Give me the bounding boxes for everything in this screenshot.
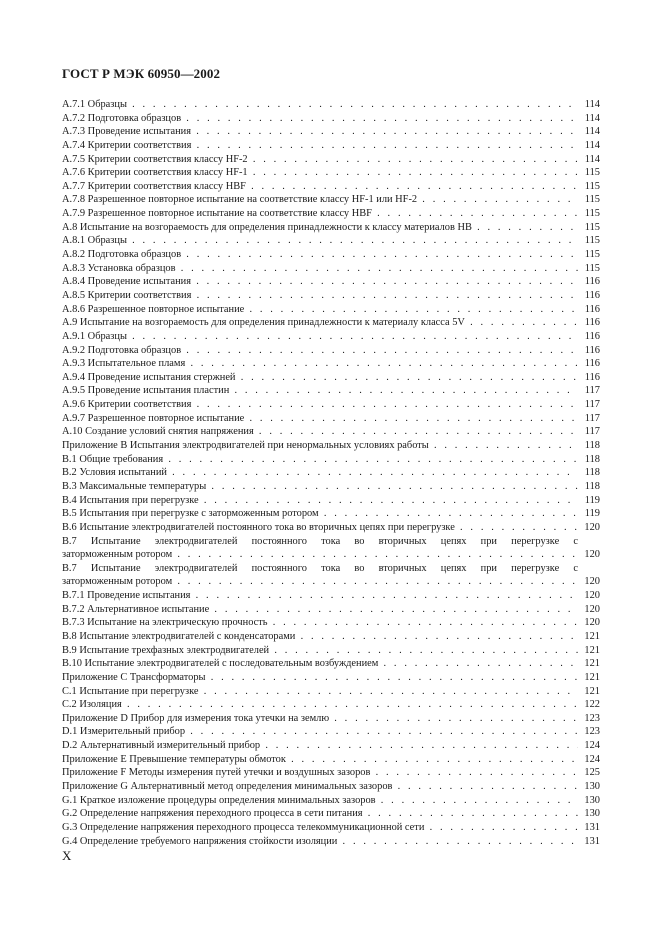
toc-entry[interactable] bbox=[62, 794, 600, 808]
toc-entry-page: 121 bbox=[584, 685, 600, 697]
toc-entry[interactable] bbox=[62, 685, 600, 699]
toc-entry-page: 130 bbox=[584, 808, 600, 820]
toc-entry-title: А.8.3 Установка образцов . . . bbox=[62, 262, 578, 276]
toc-entry-title: В.2 Условия испытаний . . . bbox=[62, 466, 578, 480]
toc-entry-page: 116 bbox=[584, 289, 600, 301]
toc-entry[interactable] bbox=[62, 262, 600, 276]
toc-entry[interactable] bbox=[62, 766, 600, 780]
toc-entry-page: 125 bbox=[584, 767, 600, 779]
toc-entry[interactable] bbox=[62, 644, 600, 658]
toc-entry[interactable] bbox=[62, 603, 600, 617]
toc-entry[interactable] bbox=[62, 357, 600, 371]
toc-entry-page: 116 bbox=[584, 371, 600, 383]
toc-entry[interactable] bbox=[62, 535, 600, 549]
toc-entry-title: А.8.6 Разрешенное повторное испытание . . . bbox=[62, 303, 578, 317]
toc-entry[interactable] bbox=[62, 207, 600, 221]
toc-entry[interactable] bbox=[62, 303, 600, 317]
toc-entry-page: 114 bbox=[584, 99, 600, 110]
toc-entry-title: В.6 Испытание электродвигателей постоянного тока во вторичных цепях при перегрузке . . . bbox=[62, 521, 578, 535]
toc-entry-page: 121 bbox=[584, 644, 600, 656]
toc-entry-title: В.1 Общие требования . . . bbox=[62, 453, 578, 467]
toc-entry[interactable] bbox=[62, 494, 600, 508]
toc-entry-page: 115 bbox=[584, 262, 600, 274]
toc-entry-page: 117 bbox=[584, 385, 600, 397]
toc-entry-title: А.7.9 Разрешенное повторное испытание на соответствие классу HBF . . . bbox=[62, 207, 578, 221]
toc-entry-title: Приложение Е Превышение температуры обмоток . . . bbox=[62, 753, 578, 767]
toc-entry-page: 130 bbox=[584, 794, 600, 806]
toc-entry-page: 121 bbox=[584, 671, 600, 683]
toc-entry[interactable] bbox=[62, 466, 600, 480]
toc-entry-title: G.4 Определение требуемого напряжения стойкости изоляции . . . bbox=[62, 835, 578, 849]
toc-entry-title: А.7.5 Критерии соответствия классу HF-2 . . . bbox=[62, 153, 578, 167]
toc-entry[interactable] bbox=[62, 412, 600, 426]
toc-entry[interactable] bbox=[62, 371, 600, 385]
page-title: ГОСТ Р МЭК 60950—2002 bbox=[62, 66, 221, 81]
toc-entry-page: 116 bbox=[584, 276, 600, 288]
toc-entry-title: В.7 Испытание электродвигателей постоянного тока во вторичных цепях при перегрузке с bbox=[62, 535, 578, 547]
toc-entry-title: G.3 Определение напряжения переходного процесса телекоммуникационной сети . . . bbox=[62, 821, 578, 835]
toc-entry-title: В.10 Испытание электродвигателей с последовательным возбуждением . . . bbox=[62, 657, 578, 671]
toc-entry-title: А.7.8 Разрешенное повторное испытание на соответствие классу HF-1 или HF-2 . . . bbox=[62, 193, 578, 207]
toc-entry[interactable] bbox=[62, 507, 600, 521]
toc-entry-page: 116 bbox=[584, 317, 600, 329]
toc-entry-title: А.8.2 Подготовка образцов . . . bbox=[62, 248, 578, 262]
toc-entry[interactable] bbox=[62, 221, 600, 235]
toc-entry-title: А.7.3 Проведение испытания . . . bbox=[62, 125, 578, 139]
page-number: X bbox=[62, 848, 72, 863]
toc-entry-title: А.8.5 Критерии соответствия . . . bbox=[62, 289, 578, 303]
toc-entry[interactable] bbox=[62, 248, 600, 262]
toc-entry-title: А.9.2 Подготовка образцов . . . bbox=[62, 344, 578, 358]
toc-entry-title: Приложение В Испытания электродвигателей при ненормальных условиях работы . . . bbox=[62, 439, 578, 453]
toc-entry[interactable] bbox=[62, 166, 600, 180]
toc-entry-title: В.7.3 Испытание на электрическую прочность . . . bbox=[62, 616, 578, 630]
toc-entry-page: 115 bbox=[584, 221, 600, 233]
toc-entry[interactable] bbox=[62, 316, 600, 330]
toc-entry[interactable] bbox=[62, 398, 600, 412]
toc-entry[interactable] bbox=[62, 384, 600, 398]
toc-entry-page: 123 bbox=[584, 726, 600, 738]
toc-entry-title: В.9 Испытание трехфазных электродвигателей . . . bbox=[62, 644, 578, 658]
toc-entry-title: В.7.2 Альтернативное испытание . . . bbox=[62, 603, 578, 617]
toc-entry-title: А.8.4 Проведение испытания . . . bbox=[62, 275, 578, 289]
toc-entry-page: 115 bbox=[584, 235, 600, 247]
toc-entry-page: 131 bbox=[584, 835, 600, 847]
toc-entry-page: 118 bbox=[584, 480, 600, 492]
toc-entry-page: 117 bbox=[584, 412, 600, 424]
toc-entry[interactable] bbox=[62, 439, 600, 453]
toc-entry-page: 120 bbox=[584, 590, 600, 602]
toc-entry-title: А.9.6 Критерии соответствия . . . bbox=[62, 398, 578, 412]
toc-entry-title: С.1 Испытание при перегрузке . . . bbox=[62, 685, 578, 699]
toc-entry-page: 118 bbox=[584, 453, 600, 465]
toc-entry-page: 124 bbox=[584, 740, 600, 752]
toc-entry-title: заторможенным ротором . . . bbox=[62, 575, 578, 589]
toc-entry[interactable] bbox=[62, 234, 600, 248]
toc-entry-page: 123 bbox=[584, 712, 600, 724]
toc-entry-title: А.9 Испытание на возгораемость для определения принадлежности к материалу класса 5V . . . bbox=[62, 316, 578, 330]
toc-entry[interactable] bbox=[62, 630, 600, 644]
toc-entry-page: 120 bbox=[584, 576, 600, 588]
toc-entry-page: 119 bbox=[584, 494, 600, 506]
toc-entry-page: 116 bbox=[584, 330, 600, 342]
toc-entry-title: А.9.3 Испытательное пламя . . . bbox=[62, 357, 578, 371]
toc-entry-page: 120 bbox=[584, 521, 600, 533]
toc-entry-page: 130 bbox=[584, 781, 600, 793]
toc-entry[interactable] bbox=[62, 807, 600, 821]
toc-entry-page: 131 bbox=[584, 821, 600, 833]
toc-entry-title: А.10 Создание условий снятия напряжения . . . bbox=[62, 425, 578, 439]
toc-entry-title: G.2 Определение напряжения переходного процесса в сети питания . . . bbox=[62, 807, 578, 821]
toc-entry-title: заторможенным ротором . . . bbox=[62, 548, 578, 562]
toc-entry-title: А.7.1 Образцы . . . bbox=[62, 98, 578, 112]
toc-entry[interactable] bbox=[62, 344, 600, 358]
toc-entry[interactable] bbox=[62, 698, 600, 712]
toc-entry[interactable] bbox=[62, 575, 600, 589]
toc-entry-title: D.1 Измерительный прибор . . . bbox=[62, 725, 578, 739]
toc-entry-title: D.2 Альтернативный измерительный прибор . . . bbox=[62, 739, 578, 753]
toc-entry-title: А.7.7 Критерии соответствия классу HBF . . . bbox=[62, 180, 578, 194]
toc-entry[interactable] bbox=[62, 739, 600, 753]
toc-entry-page: 115 bbox=[584, 194, 600, 206]
toc-entry-title: В.5 Испытания при перегрузке с заторможенным ротором . . . bbox=[62, 507, 578, 521]
toc-entry[interactable] bbox=[62, 180, 600, 194]
toc-entry[interactable] bbox=[62, 139, 600, 153]
toc-entry-page: 117 bbox=[584, 399, 600, 411]
toc-entry-title: А.9.5 Проведение испытания пластин . . . bbox=[62, 384, 578, 398]
toc-entry-page: 120 bbox=[584, 603, 600, 615]
toc-entry-page: 120 bbox=[584, 549, 600, 561]
toc-entry[interactable] bbox=[62, 289, 600, 303]
toc-entry-page: 115 bbox=[584, 180, 600, 192]
toc-entry[interactable] bbox=[62, 671, 600, 685]
toc-entry-page: 114 bbox=[584, 153, 600, 165]
toc-entry[interactable] bbox=[62, 548, 600, 562]
toc-entry-page: 116 bbox=[584, 358, 600, 370]
toc-entry-title: В.7 Испытание электродвигателей постоянного тока во вторичных цепях при перегрузке с bbox=[62, 562, 578, 574]
toc-entry-page: 114 bbox=[584, 139, 600, 151]
toc-entry[interactable] bbox=[62, 780, 600, 794]
toc-entry-title: В.4 Испытания при перегрузке . . . bbox=[62, 494, 578, 508]
toc-entry-title: Приложение D Прибор для измерения тока утечки на землю . . . bbox=[62, 712, 578, 726]
toc-entry[interactable] bbox=[62, 193, 600, 207]
toc-entry[interactable] bbox=[62, 821, 600, 835]
toc-entry[interactable] bbox=[62, 725, 600, 739]
toc-entry-title: Приложение С Трансформаторы . . . bbox=[62, 671, 578, 685]
toc-entry-page: 114 bbox=[584, 126, 600, 138]
toc-entry-page: 121 bbox=[584, 658, 600, 670]
toc-entry-title: А.7.4 Критерии соответствия . . . bbox=[62, 139, 578, 153]
toc-entry-title: А.9.7 Разрешенное повторное испытание . . . bbox=[62, 412, 578, 426]
toc-entry[interactable] bbox=[62, 480, 600, 494]
toc-entry-title: А.8.1 Образцы . . . bbox=[62, 234, 578, 248]
toc-entry-page: 122 bbox=[584, 699, 600, 711]
toc-entry[interactable] bbox=[62, 753, 600, 767]
toc-entry-title: А.7.6 Критерии соответствия классу HF-1 . . . bbox=[62, 166, 578, 180]
toc-entry[interactable] bbox=[62, 835, 600, 849]
toc-entry-title: В.3 Максимальные температуры . . . bbox=[62, 480, 578, 494]
toc-entry-page: 120 bbox=[584, 617, 600, 629]
toc-entry-title: А.7.2 Подготовка образцов . . . bbox=[62, 112, 578, 126]
toc-entry-page: 116 bbox=[584, 303, 600, 315]
toc-entry[interactable] bbox=[62, 616, 600, 630]
toc-entry-page: 117 bbox=[584, 426, 600, 438]
table-of-contents bbox=[62, 98, 600, 848]
toc-entry[interactable] bbox=[62, 98, 600, 112]
toc-entry-page: 114 bbox=[584, 112, 600, 124]
toc-entry[interactable] bbox=[62, 153, 600, 167]
toc-entry-title: В.7.1 Проведение испытания . . . bbox=[62, 589, 578, 603]
toc-entry-page: 118 bbox=[584, 467, 600, 479]
toc-entry-page: 115 bbox=[584, 249, 600, 261]
toc-entry-title: В.8 Испытание электродвигателей с конденсаторами . . . bbox=[62, 630, 578, 644]
toc-entry-page: 118 bbox=[584, 440, 600, 452]
toc-entry[interactable] bbox=[62, 657, 600, 671]
toc-entry[interactable] bbox=[62, 589, 600, 603]
toc-entry-page: 121 bbox=[584, 630, 600, 642]
toc-entry-page: 119 bbox=[584, 508, 600, 520]
toc-entry[interactable] bbox=[62, 712, 600, 726]
toc-entry-title: А.9.4 Проведение испытания стержней . . . bbox=[62, 371, 578, 385]
toc-entry[interactable] bbox=[62, 453, 600, 467]
toc-entry[interactable] bbox=[62, 112, 600, 126]
toc-entry[interactable] bbox=[62, 425, 600, 439]
toc-entry-title: Приложение F Методы измерения путей утечки и воздушных зазоров . . . bbox=[62, 766, 578, 780]
toc-entry[interactable] bbox=[62, 330, 600, 344]
toc-entry-page: 116 bbox=[584, 344, 600, 356]
toc-entry[interactable] bbox=[62, 521, 600, 535]
toc-entry[interactable] bbox=[62, 125, 600, 139]
toc-entry-page: 115 bbox=[584, 208, 600, 220]
toc-entry-title: А.8 Испытание на возгораемость для определения принадлежности к классу материалов HB . . . bbox=[62, 221, 578, 235]
toc-entry-title: С.2 Изоляция . . . bbox=[62, 698, 578, 712]
toc-entry[interactable] bbox=[62, 275, 600, 289]
toc-entry[interactable] bbox=[62, 562, 600, 576]
toc-entry-page: 124 bbox=[584, 753, 600, 765]
toc-entry-page: 115 bbox=[584, 167, 600, 179]
toc-entry-title: А.9.1 Образцы . . . bbox=[62, 330, 578, 344]
toc-entry-title: G.1 Краткое изложение процедуры определения минимальных зазоров . . . bbox=[62, 794, 578, 808]
toc-entry-title: Приложение G Альтернативный метод определения минимальных зазоров . . . bbox=[62, 780, 578, 794]
